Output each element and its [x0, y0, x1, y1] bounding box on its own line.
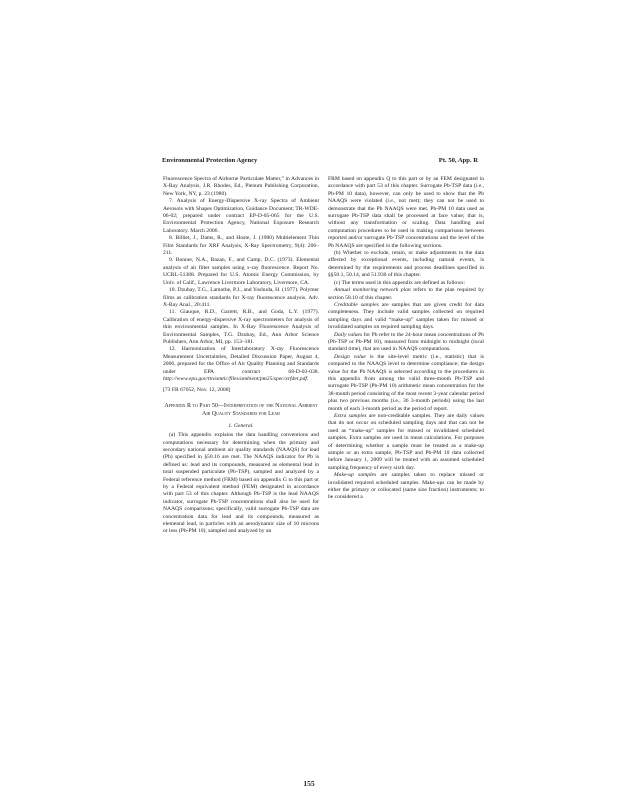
- definition-annual-plan: [328, 287, 484, 302]
- appendix-title: Appendix R to Part 50—Interpretation of the National Ambient Air Quality Standards for Lead: [164, 402, 318, 417]
- para-a-cont-part3: , not met); they can not be used to demonstrate that the Pb NAAQS were met. Pb-PM 10 data used as surrogate Pb-TSP data shall be processed at face value; that is, without any transformation or scaling. Data handling and computation procedures to be used in making comparisons between reported and/or surrogate Pb-TSP concentrations and the level of the Pb NAAQS are specified in the following sections.: [328, 198, 484, 249]
- federal-register-citation: [73 FR 67052, Nov. 12, 2008]: [163, 387, 231, 394]
- para-a-cont-part2: , Pb-PM 10 data), however, can only be used to show that the Pb NAAQS were violated (: [328, 183, 484, 205]
- running-header: [162, 157, 478, 164]
- definition-make-up-samples: [328, 472, 484, 502]
- reference-8: 8. Billiet, J., Dams, R., and Hoste, J. (1980) Multielement Thin Film Standards for XRF Analysis, X-Ray Spectrometry, 9(4): 206–211.: [163, 235, 319, 257]
- definition-term: Make-up samples: [334, 472, 377, 479]
- reference-10: 10. Dzubay, T.G., Lamothe, P.J., and Yoshuda, H. (1977). Polymer films as calibration standards for X-ray fluorescence analysis. Adv. X-Ray Anal., 20:411.: [163, 287, 319, 308]
- definition-term: Annual monitoring network plan: [334, 287, 411, 294]
- definition-text: are samples that are given credit for data completeness. They include valid samples collected on required sampling days and valid “make-up” samples taken for missed or invalidated samples on required sampling days.: [328, 301, 484, 331]
- paragraph-a-continued: [328, 176, 484, 250]
- definition-extra-samples: [328, 413, 484, 472]
- definition-creditable-samples: [328, 302, 484, 332]
- right-column: [328, 176, 484, 778]
- reference-12-url: http://www.epa.gov/ttn/amtic/files/ambient/pm25/spec/xrfdet.pdf.: [163, 375, 309, 382]
- definition-term: Daily values: [334, 331, 363, 338]
- section-general-heading: 1. General.: [228, 422, 254, 429]
- reference-12: [163, 346, 319, 383]
- reference-9: 9. Bonner, N.A., Bazan, F., and Camp, D.C. (1973). Elemental analysis of air filter samples using x-ray fluorescence. Report No. UCRL-51388. Prepared for U.S. Atomic Energy Commission, by Univ. of Calif., Lawrence Livermore Laboratory, Livermore, CA.: [163, 257, 319, 286]
- reference-6-cont: Fluorescence Spectra of Airborne Particulate Matter,” in Advances in X-Ray Analysis, J.R. Rhodes, Ed., Plenum Publishing Corporation, New York, NY, p. 23 (1980).: [163, 176, 319, 197]
- definition-term: Design value: [334, 353, 366, 360]
- para-a-cont-part1: FRM based on appendix Q to this part or by an FEM designated in accordance with part 53 of this chapter. Surrogate Pb-TSP data (: [328, 176, 484, 190]
- header-agency: Environmental Protection Agency: [162, 157, 258, 164]
- definition-text: refers to the plan required by section 58.10 of this chapter.: [328, 287, 484, 301]
- definition-text: are samples taken to replace missed or invalidated required scheduled samples. Make-ups can be made by either the primary or collocated (same size fraction) instruments; to be considered a: [328, 472, 484, 501]
- header-part: Pt. 50, App. R: [438, 157, 478, 164]
- ie-abbrev-2: i.e.: [387, 198, 395, 205]
- paragraph-a: (a) This appendix explains the data handling conventions and computations necessary for determining when the primary and secondary national ambient air quality standards (NAAQS) for lead (Pb) specified in §50.16 are met. The NAAQS indicator for Pb is defined as: lead and its compounds, measured as elemental lead in total suspended particulate (Pb-TSP), sampled and analyzed by a Federal reference method (FRM) based on appendix G to this part or by a Federal equivalent method (FEM) designated in accordance with part 53 of this chapter. Although Pb-TSP is the lead NAAQS indicator, surrogate Pb-TSP concentrations shall also be used for NAAQS comparisons; specifically, valid surrogate Pb-TSP data are concentration data for lead and its compounds, measured as elemental lead, in particles with an aerodynamic size of 10 microns or less (Pb-PM 10), sampled and analyzed by an: [163, 432, 319, 535]
- definition-daily-values: [328, 332, 484, 354]
- definition-term: Creditable samples: [334, 301, 379, 308]
- paragraph-c: (c) The terms used in this appendix are defined as follows:: [334, 279, 466, 286]
- left-column: [163, 176, 319, 778]
- definition-text: are non-creditable samples. They are daily values that do not occur on scheduled sampling days and that can not be used as “make-up” samples for missed or invalidated scheduled samples. Extra samples are used in mean calculations. For purposes of determining whether a sample must be treated as a make-up sample or an extra sample, Pb-TSP and Pb-PM 10 data collected before January 1, 2009 will be treated with an assumed scheduled sampling frequency of every sixth day.: [328, 413, 484, 471]
- definition-text: for Pb refer to the 24-hour mean concentrations of Pb (Pb-TSP or Pb-PM 10), measured from midnight to midnight (local standard time), that are used in NAAQS computations.: [328, 331, 484, 353]
- ie-abbrev-1: i.e.: [475, 183, 483, 190]
- page-number: 155: [303, 779, 315, 788]
- paragraph-b: (b) Whether to exclude, retain, or make adjustments to the data affected by exceptional events, including natural events, is determined by the requirements and process deadlines specified in §§50.1, 50.14, and 51.930 of this chapter.: [328, 250, 484, 279]
- reference-11: 11. Giauque, R.D., Garrett, R.B., and Goda, L.Y. (1977). Calibration of energy-dispersive X-ray spectrometers for analysis of thin environmental samples. In X-Ray Fluorescence Analysis of Environmental Samples, T.G. Dzubay, Ed., Ann Arbor Science Publishers, Ann Arbor, MI, pp. 153–181.: [163, 309, 319, 345]
- definition-term: Extra samples: [334, 413, 367, 419]
- reference-12-text: 12. Harmonization of Interlaboratory X-ray Fluorescence Measurement Uncertainties, Detailed Discussion Paper, August 4, 2006, prepared for the Office of Air Quality Planning and Standards under EPA contract 68-D-03-038.: [163, 346, 319, 375]
- definition-design-value: [328, 354, 484, 413]
- definition-text: is the site-level metric (i.e., statistic) that is compared to the NAAQS level to determine compliance; the design value for the Pb NAAQS is selected according to the procedures in this appendix from among the valid three-month Pb-TSP and surrogate Pb-TSP (Pb-PM 10) arithmetic mean concentration for the 38-month period consisting of the most recent 3-year calendar period plus two previous months (i.e., 36 3-month periods) using the last month of each 3-month period as the period of report.: [328, 353, 484, 412]
- reference-7: 7. Analysis of Energy-Dispersive X-ray Spectra of Ambient Aerosols with Shapes Optimization, Guidance Document; TR-WDE-06-02; prepared under contract EP-D-05-065 for the U.S. Environmental Protection Agency, National Exposure Research Laboratory. March 2006.: [163, 198, 319, 234]
